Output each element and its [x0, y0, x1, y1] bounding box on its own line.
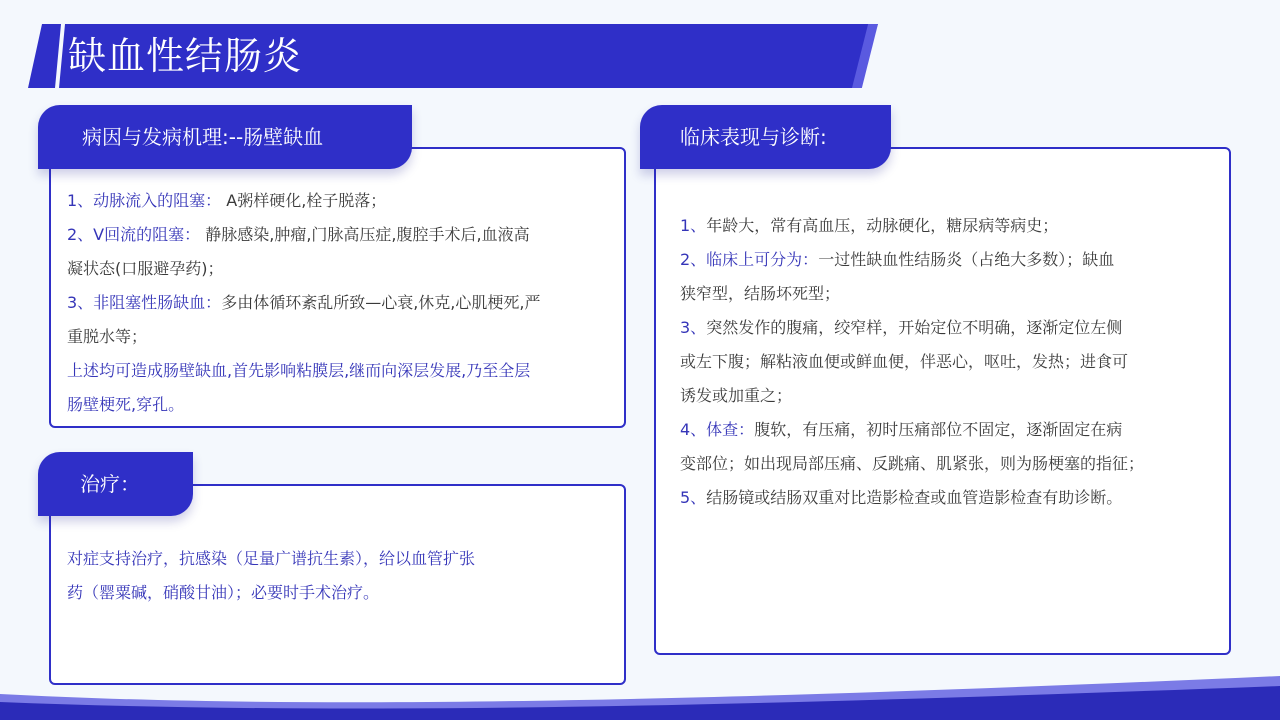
clinical-text [680, 209, 1144, 515]
etiology-text-segment: 静脉感染,肿瘤,门脉高压症,腹腔手术后,血液高 [200, 225, 530, 244]
treatment-line [67, 576, 475, 610]
etiology-text-segment: 肠壁梗死,穿孔。 [67, 395, 185, 414]
clinical-line [680, 413, 1144, 447]
clinical-text-segment: 突然发作的腹痛，绞窄样，开始定位不明确，逐渐定位左侧 [706, 318, 1123, 337]
etiology-line [67, 252, 540, 286]
etiology-text [67, 184, 540, 422]
clinical-text-segment: 3、 [680, 318, 707, 337]
clinical-text-segment: 2、临床上可分为： [680, 250, 819, 269]
clinical-text-segment: 腹软，有压痛，初时压痛部位不固定，逐渐固定在病 [754, 420, 1123, 439]
etiology-text-segment: 3、非阻塞性肠缺血： [67, 293, 222, 312]
clinical-text-segment: 结肠镜或结肠双重对比造影检查或血管造影检查有助诊断。 [706, 488, 1123, 507]
etiology-text-segment: 重脱水等； [67, 327, 148, 346]
clinical-text-segment: 年龄大，常有高血压，动脉硬化，糖尿病等病史； [706, 216, 1059, 235]
clinical-text-segment: 一过性缺血性结肠炎（占绝大多数）；缺血 [818, 250, 1115, 269]
etiology-text-segment: 2、V回流的阻塞： [67, 225, 201, 244]
etiology-line [67, 286, 540, 320]
etiology-line [67, 388, 540, 422]
clinical-line [680, 311, 1144, 345]
etiology-line [67, 218, 540, 252]
treatment-text [67, 542, 475, 610]
etiology-line [67, 320, 540, 354]
clinical-text-segment: 4、体查： [680, 420, 755, 439]
etiology-line [67, 184, 540, 218]
treatment-header: 治疗： [38, 452, 193, 516]
clinical-text-segment: 狭窄型，结肠坏死型； [680, 284, 841, 303]
etiology-header: 病因与发病机理:--肠壁缺血 [38, 105, 412, 169]
treatment-text-segment: 药（罂粟碱，硝酸甘油）；必要时手术治疗。 [67, 583, 380, 602]
etiology-text-segment: 上述均可造成肠壁缺血,首先影响粘膜层,继而向深层发展,乃至全层 [67, 361, 531, 380]
clinical-line [680, 481, 1144, 515]
clinical-line [680, 209, 1144, 243]
bottom-wave-decoration [0, 676, 1280, 720]
clinical-line [680, 447, 1144, 481]
etiology-text-segment: A粥样硬化,栓子脱落； [221, 191, 387, 210]
treatment-line [67, 542, 475, 576]
clinical-line [680, 277, 1144, 311]
clinical-text-segment: 1、 [680, 216, 707, 235]
etiology-text-segment: 多由体循环紊乱所致—心衰,休克,心肌梗死,严 [221, 293, 541, 312]
clinical-line [680, 379, 1144, 413]
page-title: 缺血性结肠炎 [68, 34, 303, 78]
clinical-text-segment: 变部位；如出现局部压痛、反跳痛、肌紧张，则为肠梗塞的指征； [680, 454, 1145, 473]
clinical-text-segment: 诱发或加重之； [680, 386, 793, 405]
treatment-text-segment: 对症支持治疗，抗感染（足量广谱抗生素），给以血管扩张 [67, 549, 476, 568]
clinical-header: 临床表现与诊断: [640, 105, 891, 169]
etiology-text-segment: 1、动脉流入的阻塞： [67, 191, 222, 210]
clinical-line [680, 243, 1144, 277]
etiology-text-segment: 凝状态(口服避孕药)； [67, 259, 224, 278]
clinical-line [680, 345, 1144, 379]
clinical-text-segment: 5、 [680, 488, 707, 507]
clinical-text-segment: 或左下腹；解粘液血便或鲜血便，伴恶心，呕吐，发热；进食可 [680, 352, 1129, 371]
etiology-line [67, 354, 540, 388]
